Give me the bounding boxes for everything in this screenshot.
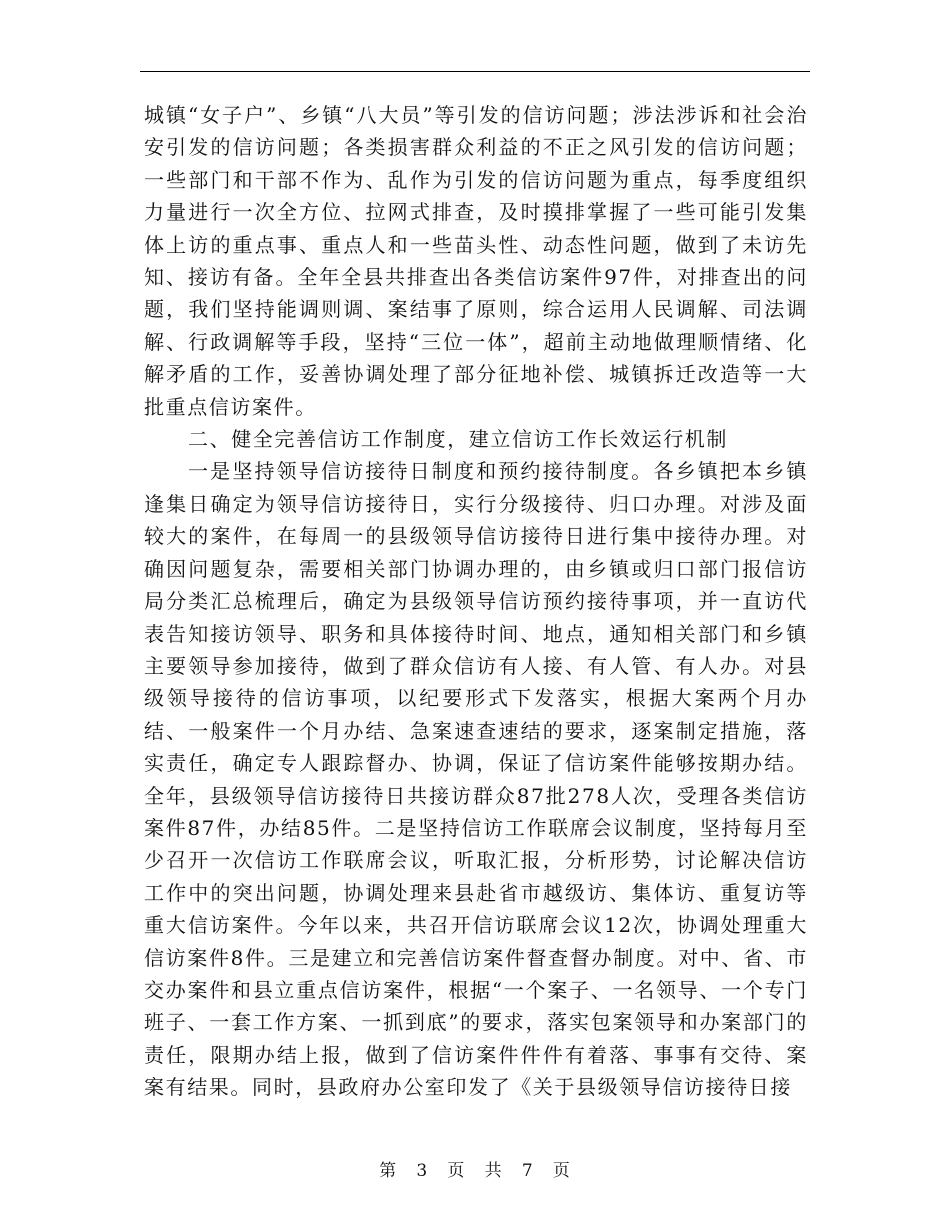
footer-current-page: 3 <box>416 1161 429 1181</box>
section-heading: 二、健全完善信访工作制度，建立信访工作长效运行机制 <box>188 427 728 452</box>
footer-prefix: 第 <box>379 1161 398 1181</box>
paragraph-continued: 城镇“女子户”、乡镇“八大员”等引发的信访问题；涉法涉诉和社会治安引发的信访问题；各类损害群众利益的不正之风引发的信访问题；一些部门和干部不作为、乱作为引发的信访问题为重点，每季度组织力量进行一次全方位、拉网式排查，及时摸排掌握了一些可能引发集体上访的重点事、重点人和一些苗头性、动态性问题，做到了未访先知、接访有备。全年全县共排查出各类信访案件97件，对排查出的问题，我们坚持能调则调、案结事了原则，综合运用人民调解、司法调解、行政调解等手段，坚持“三位一体”，超前主动地做理顺情绪、化解矛盾的工作，妥善协调处理了部分征地补偿、城镇拆迁改造等一大批重点信访案件。 <box>144 103 808 419</box>
footer-total-label: 共 <box>484 1161 503 1181</box>
footer-page-label: 页 <box>447 1161 466 1181</box>
header-rule <box>140 71 810 72</box>
document-body <box>144 99 808 1104</box>
paragraph: 一是坚持领导信访接待日制度和预约接待制度。各乡镇把本乡镇逢集日确定为领导信访接待日，实行分级接待、归口办理。对涉及面较大的案件，在每周一的县级领导信访接待日进行集中接待办理。对确因问题复杂，需要相关部门协调办理的，由乡镇或归口部门报信访局分类汇总梳理后，确定为县级领导信访预约接待事项，并一直访代表告知接访领导、职务和具体接待时间、地点，通知相关部门和乡镇主要领导参加接待，做到了群众信访有人接、有人管、有人办。对县级领导接待的信访事项，以纪要形式下发落实，根据大案两个月办结、一般案件一个月办结、急案速查速结的要求，逐案制定措施，落实责任，确定专人跟踪督办、协调，保证了信访案件能够按期办结。全年，县级领导信访接待日共接访群众87批278人次，受理各类信访案件87件，办结85件。二是坚持信访工作联席会议制度，坚持每月至少召开一次信访工作联席会议，听取汇报，分析形势，讨论解决信访工作中的突出问题，协调处理来县赴省市越级访、集体访、重复访等重大信访案件。今年以来，共召开信访联席会议12次，协调处理重大信访案件8件。三是建立和完善信访案件督查督办制度。对中、省、市交办案件和县立重点信访案件，根据“一个案子、一名领导、一个专门班子、一套工作方案、一抓到底”的要求，落实包案领导和办案部门的责任，限期办结上报，做到了信访案件件件有着落、事事有交待、案案有结果。同时，县政府办公室印发了《关于县级领导信访接待日接 <box>144 459 808 1100</box>
footer-total-pages: 7 <box>521 1161 534 1181</box>
footer-suffix: 页 <box>552 1161 571 1181</box>
page-footer <box>0 1156 950 1181</box>
